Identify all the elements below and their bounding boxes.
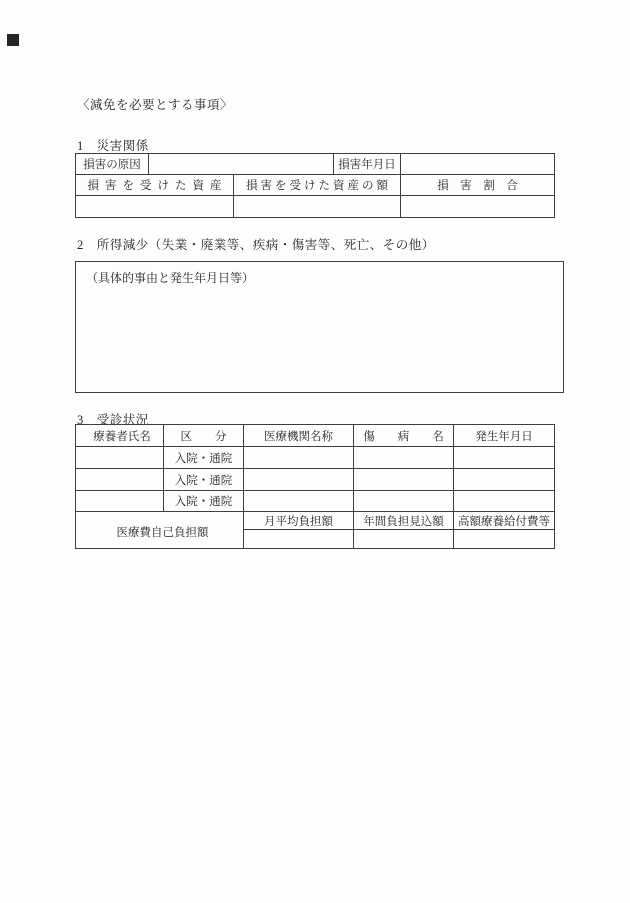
medical-institution-cell [244,469,354,491]
table-header-row [76,425,555,447]
patient-name-cell [76,491,164,512]
income-decrease-box-label: （具体的事由と発生年月日等） [86,271,255,285]
table-row [76,175,555,196]
disease-name-cell [354,491,454,512]
annual-estimate-label: 年間負担見込額 [354,512,454,530]
page-note: 〈減免を必要とする事項〉 [77,98,234,112]
patient-name-cell [76,469,164,491]
section-1-heading: 1 災害関係 [77,139,149,153]
high-cost-benefit-value-cell [454,530,555,549]
medical-institution-cell [244,447,354,469]
damage-ratio-value-cell [401,196,555,218]
table-row [76,469,555,491]
damaged-asset-amount-value-cell [234,196,401,218]
patient-name-cell [76,447,164,469]
patient-name-header: 療養者氏名 [76,425,164,447]
income-decrease-box [75,261,564,393]
damage-date-label: 損害年月日 [334,154,401,175]
damage-ratio-label: 損 害 割 合 [401,175,555,196]
onset-date-header: 発生年月日 [454,425,555,447]
table-row [76,447,555,469]
medical-institution-header: 医療機関名称 [244,425,354,447]
category-cell: 入院・通院 [164,491,244,512]
disaster-table [75,153,555,218]
category-cell: 入院・通院 [164,469,244,491]
disease-name-cell [354,447,454,469]
table-row [76,154,555,175]
disease-name-cell [354,469,454,491]
table-row [76,196,555,218]
table-row [76,491,555,512]
annual-estimate-value-cell [354,530,454,549]
onset-date-cell [454,447,555,469]
damaged-asset-label: 損害を受けた資産 [76,175,234,196]
medical-status-table [75,424,555,549]
onset-date-cell [454,469,555,491]
monthly-avg-label: 月平均負担額 [244,512,354,530]
category-cell: 入院・通院 [164,447,244,469]
high-cost-benefit-label: 高額療養給付費等 [454,512,555,530]
monthly-avg-value-cell [244,530,354,549]
table-footer-label-row [76,512,555,530]
damaged-asset-value-cell [76,196,234,218]
damage-date-value-cell [401,154,555,175]
disease-name-header: 傷 病 名 [354,425,454,447]
damage-cause-label: 損害の原因 [76,154,149,175]
category-header: 区 分 [164,425,244,447]
damaged-asset-amount-label: 損害を受けた資産の額 [234,175,401,196]
scan-mark [7,34,19,46]
section-2-heading: 2 所得減少（失業・廃業等、疾病・傷害等、死亡、その他） [77,238,435,252]
self-pay-label: 医療費自己負担額 [76,512,244,549]
damage-cause-value-cell [149,154,334,175]
onset-date-cell [454,491,555,512]
medical-institution-cell [244,491,354,512]
section-3-heading: 3 受診状況 [77,413,149,427]
